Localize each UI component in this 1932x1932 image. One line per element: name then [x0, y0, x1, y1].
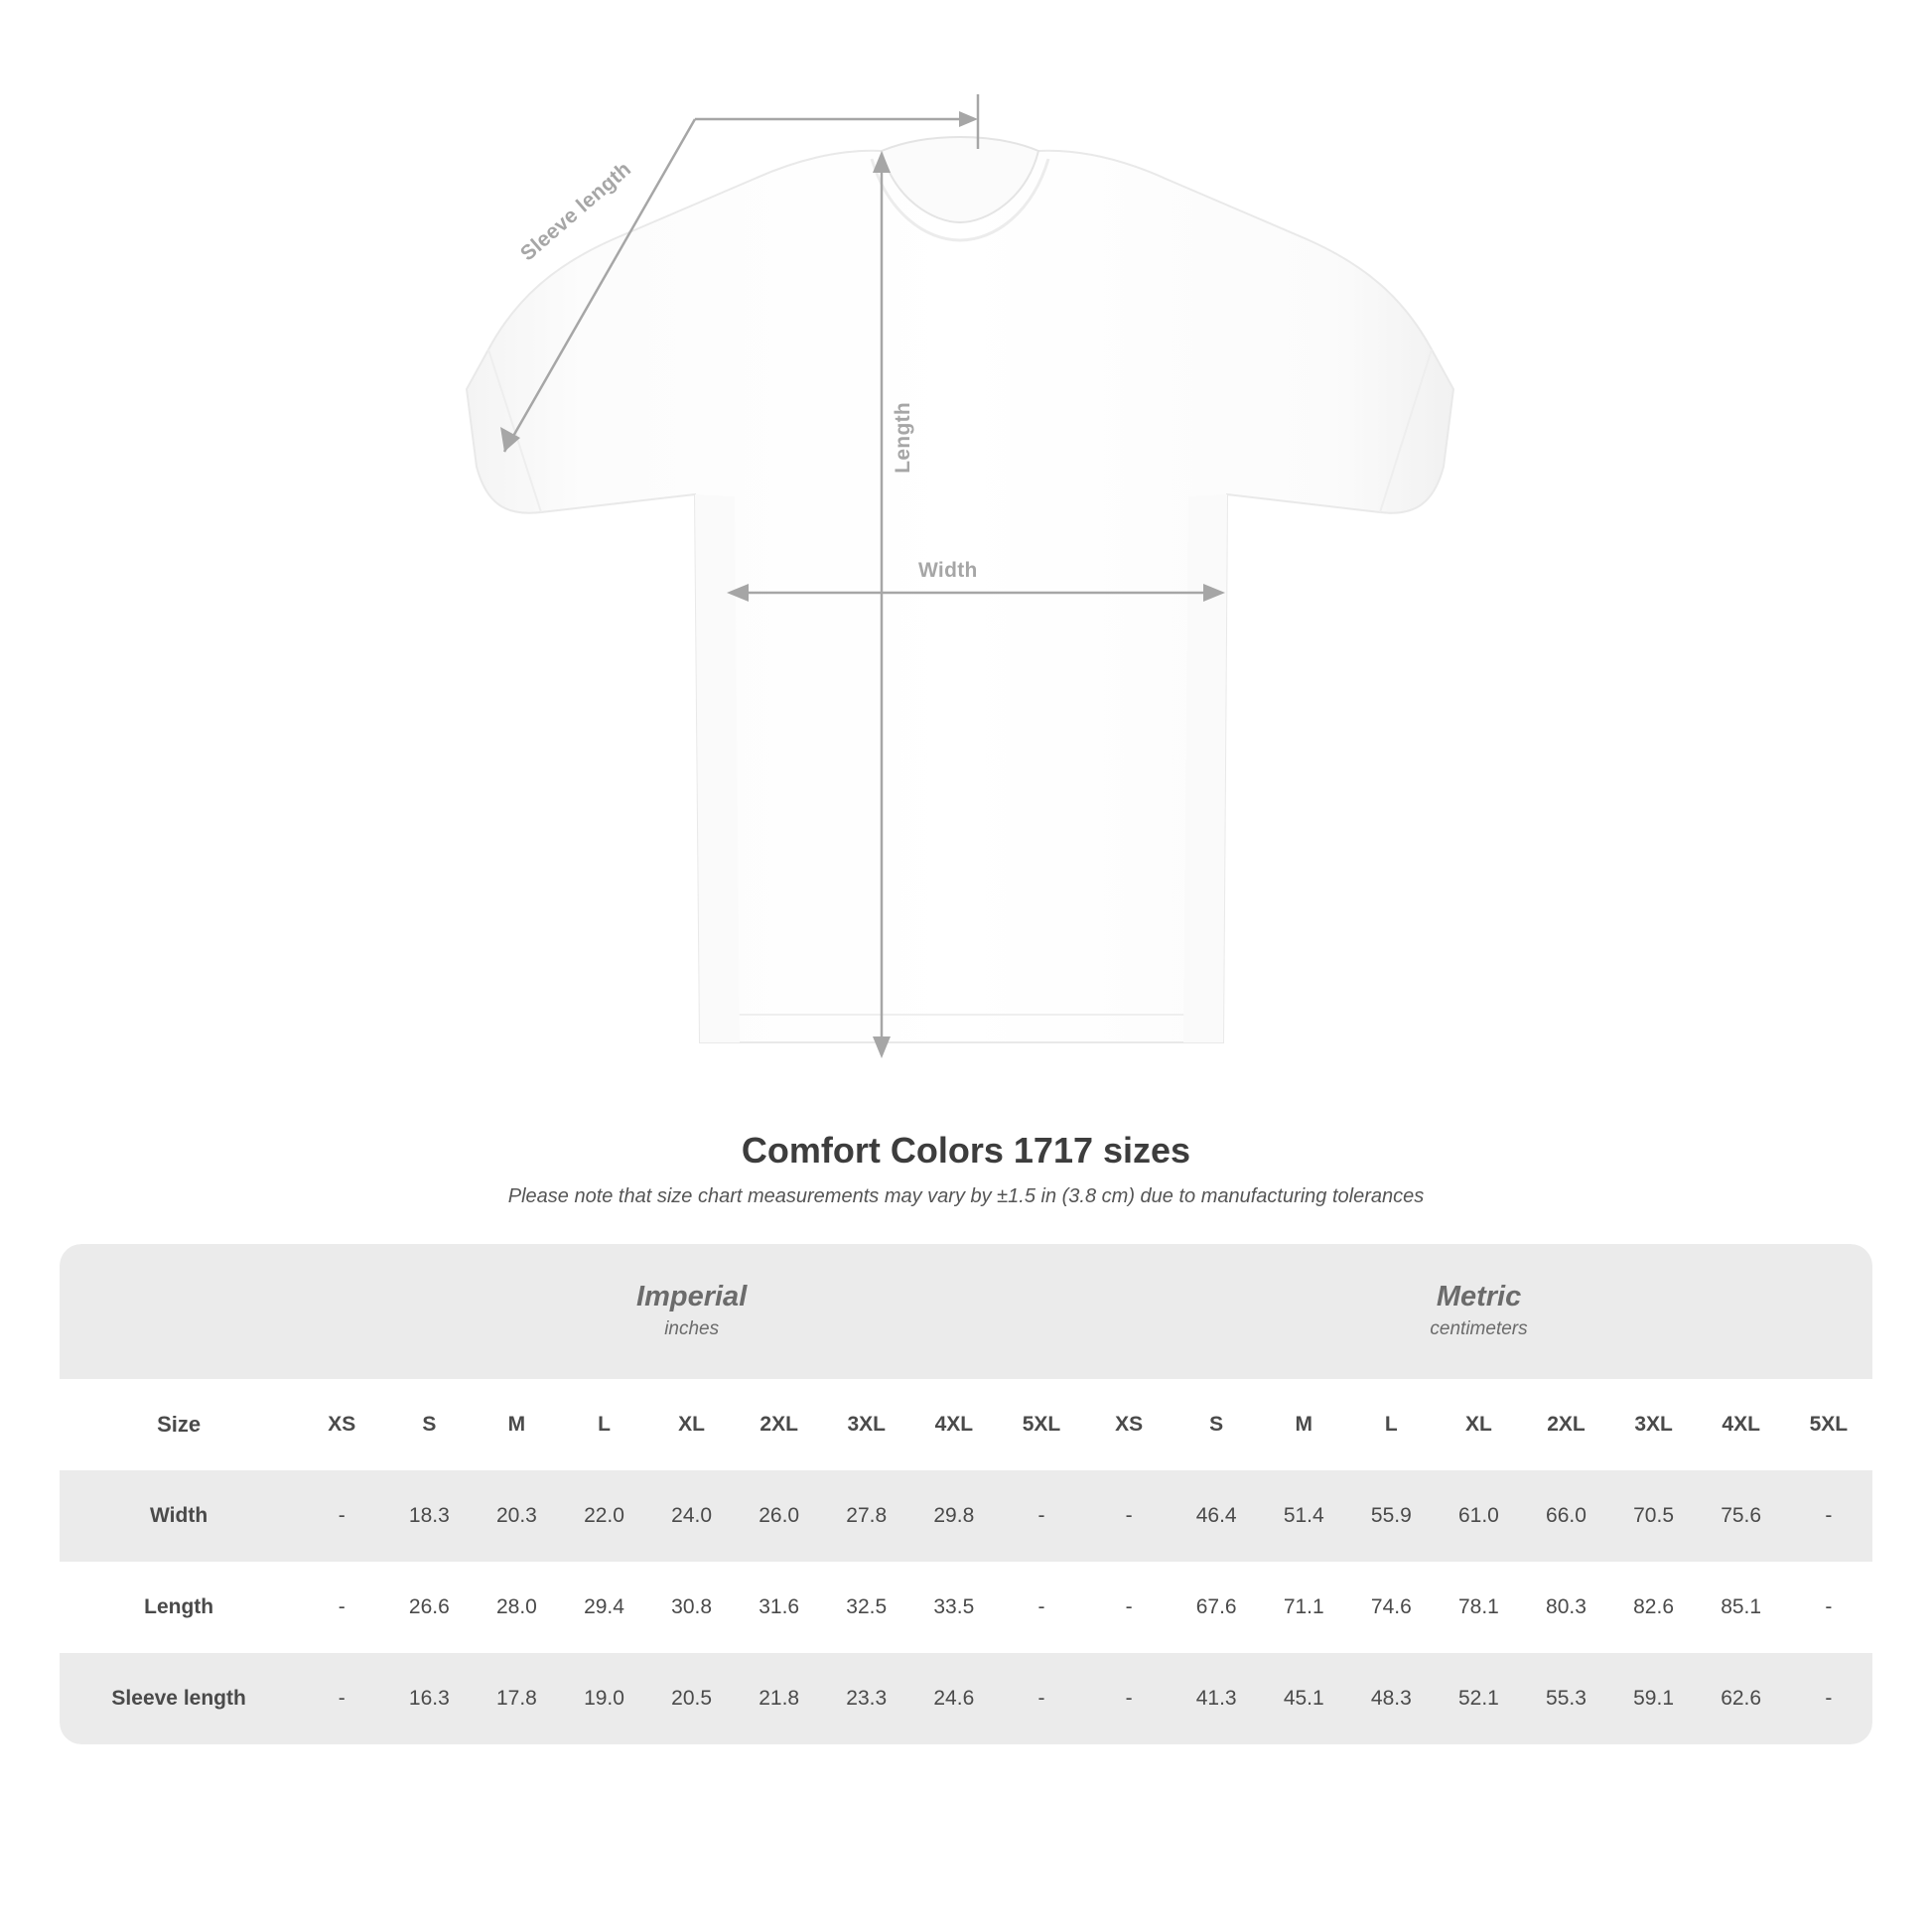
chart-title-block — [0, 1130, 1932, 1208]
header-metric-m: M — [1260, 1379, 1347, 1470]
header-imperial-s: S — [385, 1379, 473, 1470]
cell-sleeve-imperial-3xl: 23.3 — [823, 1653, 910, 1744]
unit-group-metric — [1085, 1244, 1872, 1379]
unit-row-spacer — [60, 1244, 298, 1379]
cell-width-metric-3xl: 70.5 — [1610, 1470, 1698, 1562]
header-metric-xl: XL — [1435, 1379, 1522, 1470]
header-metric-5xl: 5XL — [1785, 1379, 1872, 1470]
unit-group-metric-unit: centimeters — [1430, 1317, 1528, 1339]
cell-length-metric-3xl: 82.6 — [1610, 1562, 1698, 1653]
cell-length-imperial-4xl: 33.5 — [910, 1562, 998, 1653]
cell-sleeve-imperial-xs: - — [298, 1653, 385, 1744]
cell-length-imperial-xl: 30.8 — [648, 1562, 736, 1653]
sleeve-length-label: Sleeve length — [516, 157, 636, 266]
cell-length-metric-xs: - — [1085, 1562, 1173, 1653]
cell-length-imperial-2xl: 31.6 — [736, 1562, 823, 1653]
unit-group-imperial — [298, 1244, 1085, 1379]
header-imperial-xl: XL — [648, 1379, 736, 1470]
cell-length-imperial-3xl: 32.5 — [823, 1562, 910, 1653]
cell-length-metric-xl: 78.1 — [1435, 1562, 1522, 1653]
header-metric-3xl: 3XL — [1610, 1379, 1698, 1470]
size-header-row — [60, 1379, 1872, 1470]
cell-length-imperial-m: 28.0 — [473, 1562, 560, 1653]
cell-sleeve-imperial-2xl: 21.8 — [736, 1653, 823, 1744]
header-metric-s: S — [1173, 1379, 1260, 1470]
cell-sleeve-metric-5xl: - — [1785, 1653, 1872, 1744]
table-row — [60, 1470, 1872, 1562]
size-table — [60, 1244, 1872, 1744]
table-row — [60, 1653, 1872, 1744]
cell-length-metric-m: 71.1 — [1260, 1562, 1347, 1653]
cell-width-metric-xl: 61.0 — [1435, 1470, 1522, 1562]
header-imperial-2xl: 2XL — [736, 1379, 823, 1470]
cell-width-imperial-2xl: 26.0 — [736, 1470, 823, 1562]
cell-width-metric-5xl: - — [1785, 1470, 1872, 1562]
cell-sleeve-metric-2xl: 55.3 — [1522, 1653, 1609, 1744]
cell-length-imperial-l: 29.4 — [560, 1562, 647, 1653]
cell-width-imperial-xl: 24.0 — [648, 1470, 736, 1562]
row-label-sleeve-length: Sleeve length — [60, 1653, 298, 1744]
cell-width-imperial-xs: - — [298, 1470, 385, 1562]
cell-width-imperial-m: 20.3 — [473, 1470, 560, 1562]
cell-width-metric-s: 46.4 — [1173, 1470, 1260, 1562]
row-label-width: Width — [60, 1470, 298, 1562]
cell-sleeve-imperial-l: 19.0 — [560, 1653, 647, 1744]
cell-length-metric-l: 74.6 — [1347, 1562, 1435, 1653]
cell-sleeve-metric-xs: - — [1085, 1653, 1173, 1744]
header-imperial-3xl: 3XL — [823, 1379, 910, 1470]
cell-length-imperial-5xl: - — [998, 1562, 1085, 1653]
unit-group-metric-name: Metric — [1436, 1280, 1522, 1312]
cell-sleeve-metric-4xl: 62.6 — [1698, 1653, 1785, 1744]
cell-width-metric-m: 51.4 — [1260, 1470, 1347, 1562]
width-label: Width — [918, 559, 978, 582]
cell-length-imperial-s: 26.6 — [385, 1562, 473, 1653]
header-imperial-5xl: 5XL — [998, 1379, 1085, 1470]
header-metric-xs: XS — [1085, 1379, 1173, 1470]
header-imperial-l: L — [560, 1379, 647, 1470]
cell-width-imperial-4xl: 29.8 — [910, 1470, 998, 1562]
header-imperial-xs: XS — [298, 1379, 385, 1470]
cell-width-imperial-s: 18.3 — [385, 1470, 473, 1562]
cell-width-imperial-l: 22.0 — [560, 1470, 647, 1562]
cell-length-metric-4xl: 85.1 — [1698, 1562, 1785, 1653]
cell-sleeve-metric-l: 48.3 — [1347, 1653, 1435, 1744]
cell-sleeve-metric-3xl: 59.1 — [1610, 1653, 1698, 1744]
length-label: Length — [892, 402, 914, 474]
cell-width-metric-xs: - — [1085, 1470, 1173, 1562]
cell-sleeve-imperial-4xl: 24.6 — [910, 1653, 998, 1744]
cell-width-metric-4xl: 75.6 — [1698, 1470, 1785, 1562]
header-imperial-4xl: 4XL — [910, 1379, 998, 1470]
cell-sleeve-metric-m: 45.1 — [1260, 1653, 1347, 1744]
cell-sleeve-metric-xl: 52.1 — [1435, 1653, 1522, 1744]
page-title: Comfort Colors 1717 sizes — [741, 1130, 1191, 1171]
cell-sleeve-imperial-5xl: - — [998, 1653, 1085, 1744]
cell-length-imperial-xs: - — [298, 1562, 385, 1653]
cell-sleeve-imperial-s: 16.3 — [385, 1653, 473, 1744]
cell-sleeve-metric-s: 41.3 — [1173, 1653, 1260, 1744]
cell-sleeve-imperial-m: 17.8 — [473, 1653, 560, 1744]
header-imperial-m: M — [473, 1379, 560, 1470]
size-table-container — [60, 1244, 1872, 1744]
cell-width-metric-l: 55.9 — [1347, 1470, 1435, 1562]
table-row — [60, 1562, 1872, 1653]
cell-width-imperial-5xl: - — [998, 1470, 1085, 1562]
cell-length-metric-5xl: - — [1785, 1562, 1872, 1653]
header-metric-l: L — [1347, 1379, 1435, 1470]
header-metric-2xl: 2XL — [1522, 1379, 1609, 1470]
unit-group-imperial-unit: inches — [664, 1317, 720, 1339]
cell-length-metric-s: 67.6 — [1173, 1562, 1260, 1653]
unit-group-imperial-name: Imperial — [636, 1280, 748, 1312]
cell-sleeve-imperial-xl: 20.5 — [648, 1653, 736, 1744]
tolerance-note: Please note that size chart measurements may vary by ±1.5 in (3.8 cm) due to manufacturing tolerances — [507, 1185, 1425, 1207]
header-metric-4xl: 4XL — [1698, 1379, 1785, 1470]
unit-header-row — [60, 1244, 1872, 1379]
row-label-length: Length — [60, 1562, 298, 1653]
header-size-label: Size — [60, 1379, 298, 1470]
cell-width-metric-2xl: 66.0 — [1522, 1470, 1609, 1562]
cell-length-metric-2xl: 80.3 — [1522, 1562, 1609, 1653]
cell-width-imperial-3xl: 27.8 — [823, 1470, 910, 1562]
